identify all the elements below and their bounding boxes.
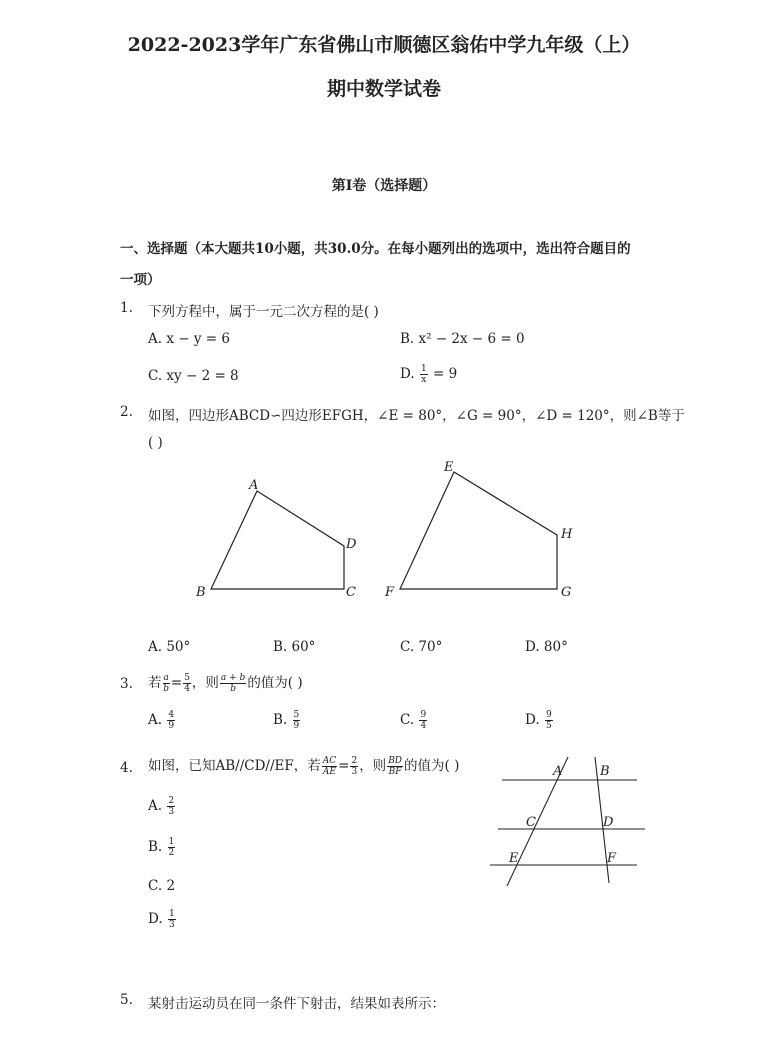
q3-option-b: B. $\frac{5}{9}$	[273, 710, 300, 731]
q4-option-c: C. 2	[148, 878, 176, 894]
label-a: A	[249, 478, 259, 493]
q3-option-d: D. $\frac{9}{5}$	[525, 710, 552, 731]
label-q4-d: D	[603, 815, 614, 830]
label-b: B	[196, 585, 206, 600]
label-q4-c: C	[526, 815, 536, 830]
q1-option-b: B. x² − 2x − 6 = 0	[400, 331, 525, 347]
section-title: 第I卷（选择题）	[331, 178, 437, 194]
q4-figure	[490, 757, 645, 886]
q4-option-b: B. $\frac{1}{2}$	[148, 837, 175, 858]
q2-stem-line2: ( )	[148, 435, 163, 451]
q1-number: 1.	[120, 300, 133, 316]
label-e: E	[444, 460, 454, 475]
q2-option-c: C. 70°	[400, 639, 443, 655]
q1-stem: 下列方程中，属于一元二次方程的是( )	[148, 304, 379, 320]
q4-option-d: D. $\frac{1}{3}$	[148, 909, 175, 930]
q2-stem-line1: 如图，四边形ABCD∽四边形EFGH，∠E = 80°，∠G = 90°，∠D = 120°，则∠B等于	[148, 408, 685, 424]
q4-stem: 如图，已知AB//CD//EF，若 $\frac{AC}{AE}$ = $\frac{2}{3}$ ，则 $\frac{BD}{BF}$ 的值为( )	[148, 756, 460, 777]
label-q4-a: A	[553, 764, 563, 779]
q4-option-a: A. $\frac{2}{3}$	[148, 796, 175, 817]
q2-option-b: B. 60°	[273, 639, 316, 655]
q3-stem: 若 $\frac{a}{b}$ = $\frac{5}{4}$ ，则 $\frac{a + b}{b}$ 的值为( )	[148, 673, 303, 694]
label-q4-b: B	[600, 764, 610, 779]
page-title-line1: 2022-2023学年广东省佛山市顺德区翁佑中学九年级（上）	[127, 34, 641, 56]
instruction-line1: 一、选择题（本大题共10小题，共30.0分。在每小题列出的选项中，选出符合题目的	[120, 241, 631, 257]
q4-number: 4.	[120, 760, 133, 776]
instruction-line2: 一项）	[120, 272, 161, 288]
quadrilateral-abcd	[211, 491, 344, 589]
q3-number: 3.	[120, 676, 133, 692]
label-g: G	[561, 585, 572, 600]
label-h: H	[561, 527, 573, 542]
q2-option-d: D. 80°	[525, 639, 568, 655]
q1-option-c: C. xy − 2 = 8	[148, 368, 239, 384]
quadrilateral-efgh	[400, 472, 557, 589]
label-f: F	[385, 585, 395, 600]
label-q4-f: F	[607, 851, 617, 866]
label-d: D	[346, 537, 357, 552]
q1-option-d: D. $\frac{1}{x}$ = 9	[400, 364, 458, 385]
q2-option-a: A. 50°	[148, 639, 191, 655]
label-q4-e: E	[509, 851, 519, 866]
q2-number: 2.	[120, 404, 133, 420]
q1-option-a: A. x − y = 6	[148, 331, 230, 347]
q3-option-c: C. $\frac{9}{4}$	[400, 710, 427, 731]
q5-stem: 某射击运动员在同一条件下射击，结果如表所示：	[148, 996, 445, 1012]
page-title-line2: 期中数学试卷	[326, 78, 441, 100]
q3-option-a: A. $\frac{4}{9}$	[148, 710, 175, 731]
q5-number: 5.	[120, 992, 133, 1008]
label-c: C	[346, 585, 356, 600]
